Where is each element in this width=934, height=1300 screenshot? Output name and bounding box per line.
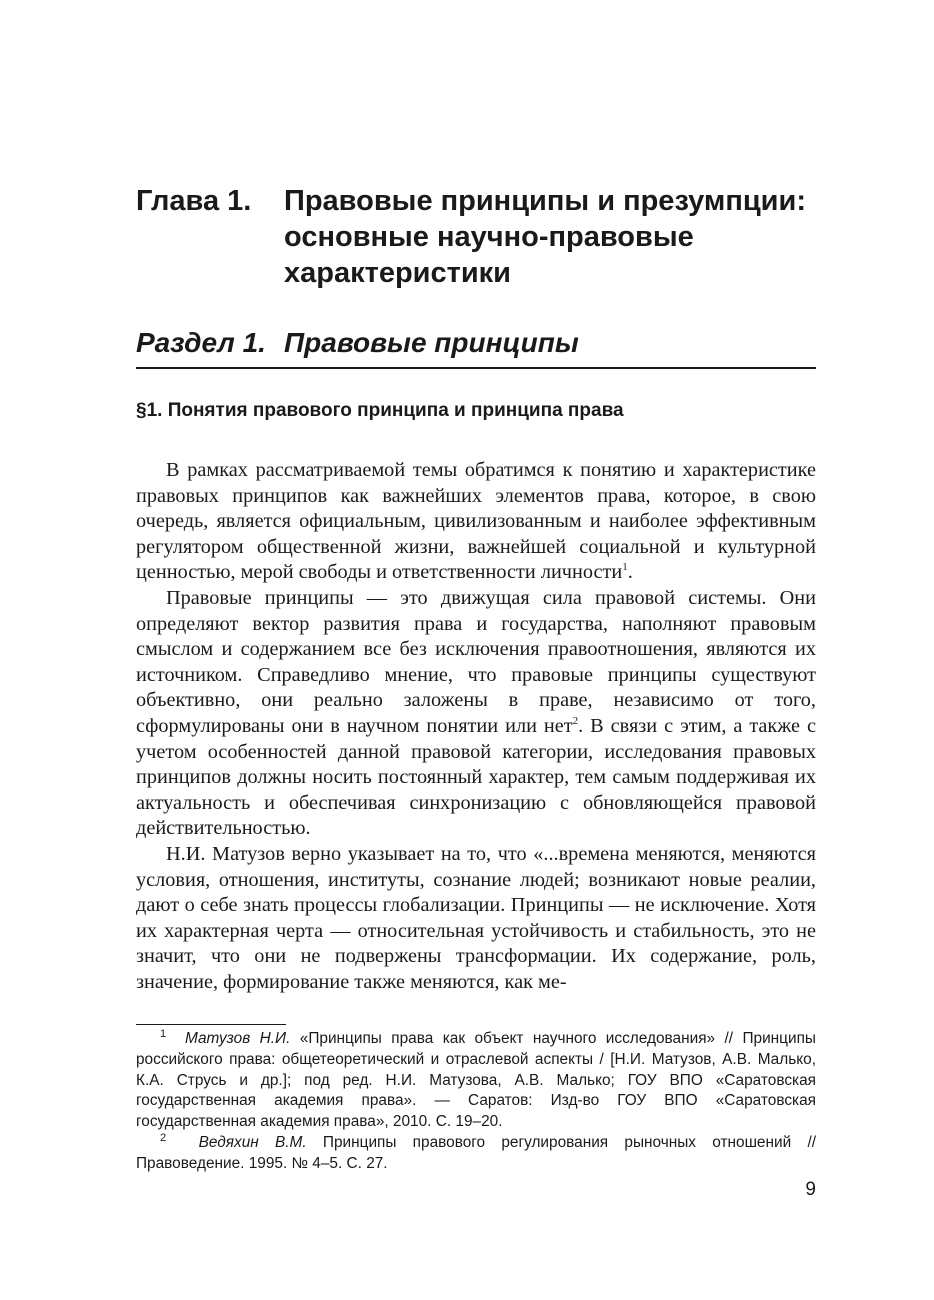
footnote-number: 2 [160, 1131, 167, 1144]
body-paragraph-text: В рамках рассматриваемой темы обратимся к понятию и характеристике правовых принципов как важнейших элементов права, которое, в свою очередь, является официальным, цивилизованным и наиболее эффективным регулятором общественной жизни, важнейшей социальной и культурной ценностью, мерой свободы и ответственности личности [136, 459, 816, 584]
footnote [136, 1029, 816, 1133]
section-label: Раздел 1. [136, 327, 266, 358]
footnote-author: Ведяхин В.М. [198, 1133, 307, 1151]
body-paragraph-text: Н.И. Матузов верно указывает на то, что «...времена меняются, меняются условия, отношения, институты, сознание людей; возникают новые реалии, дают о себе знать процессы глобализации. Принципы — не исключение. Хотя их характерная черта — относительная устойчивость и стабильность, это не значит, что они не подвержены трансформации. Их содержание, роль, значение, формирование также меняются, как ме- [136, 842, 816, 993]
chapter-title: Правовые принципы и презумпции: основные научно-правовые характеристики [284, 185, 806, 289]
chapter-label: Глава 1. [136, 185, 252, 217]
footnotes [136, 1029, 816, 1175]
page-number: 9 [805, 1179, 816, 1200]
footnote-text: Принципы правового регулирования рыночных отношений // Правоведение. 1995. № 4–5. С. 27. [136, 1133, 816, 1172]
body-text [136, 458, 816, 995]
body-paragraph [136, 842, 816, 996]
section-divider [136, 367, 816, 369]
body-paragraph-end: . [627, 561, 633, 584]
footnote-divider [136, 1024, 286, 1025]
footnote-number: 1 [160, 1027, 167, 1040]
footnote-author: Матузов Н.И. [184, 1030, 291, 1047]
footnote-ref: 2 [572, 715, 579, 728]
footnote-ref: 1 [622, 561, 628, 574]
body-paragraph [136, 458, 816, 586]
body-paragraph-text: Правовые принципы — это движущая сила правовой системы. Они определяют вектор развития права и государства, наполняют правовым смыслом и содержанием все без исключения правоотношения, являются их источником. Справедливо мнение, что правовые принципы существуют объективно, они реально заложены в праве, независимо от того, сформулированы они в научном понятии или нет [136, 586, 816, 737]
footnote-text: «Принципы права как объект научного исследования» // Принципы российского права: общетеоретический и отраслевой аспекты / [Н.И. Матузов, А.В. Малько, К.А. Струсь и др.]; под ред. Н.И. Матузова, А.В. Малько; ГОУ ВПО «Саратовская государственная академия права». — Саратов: Изд-во ГОУ ВПО «Саратовская государственная академия права», 2010. С. 19–20. [136, 1030, 816, 1131]
paragraph-heading: §1. Понятия правового принципа и принципа права [136, 400, 624, 421]
section-title: Правовые принципы [284, 327, 579, 358]
body-paragraph-text: . В связи с этим, а также с учетом особенностей данной правовой категории, исследования правовых принципов должны носить постоянный характер, тем самым поддерживая их актуальность и обеспечивая синхронизацию с обновляющейся правовой действительностью. [136, 714, 816, 840]
footnote [136, 1133, 816, 1175]
book-page [136, 0, 816, 1300]
body-paragraph [136, 586, 816, 842]
